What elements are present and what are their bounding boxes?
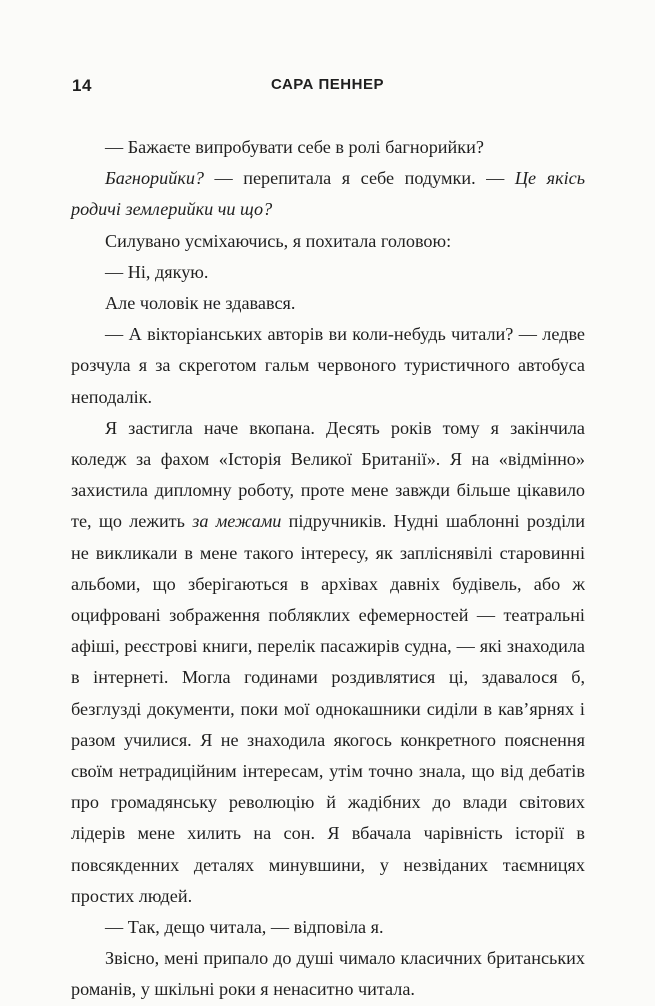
italic-text: Це якісь родичі землерийки чи що? <box>71 168 586 220</box>
paragraph: — А вікторіанських авторів ви коли-небудь читали? — ледве розчула я за скреготом гальм червоного туристичного автобуса неподалік. <box>71 324 585 407</box>
paragraph <box>71 413 585 912</box>
italic-text: за межами <box>192 511 282 532</box>
paragraph <box>71 163 585 225</box>
body-text <box>71 132 585 1006</box>
paragraph: — Так, дещо читала, — відповіла я. <box>105 917 384 938</box>
paragraph: Звісно, мені припало до душі чимало класичних британських романів, у шкільні роки я ненаситно читала. <box>71 948 585 1000</box>
page-header <box>72 76 583 100</box>
text-run: підручників. Нудні шаблонні розділи не викликали в мене такого інтересу, як запліснявілі старовинні альбоми, що зберігаються в архівах давніх будівель, або ж оцифровані зображення побляклих ефемерностей — театральні афіші, реєстрові книги, перелік пасажирів судна, — які знаходила в інтернеті. Могла годинами роздивлятися ці, здавалося б, безглузді документи, поки мої однокашники сиділи в кав’ярнях і разом училися. Я не знаходила якогось конкретного пояснення своїм нетрадиційним інтересам, утім точно знала, що від дебатів про громадянську революцію й жадібних до влади світових лідерів мене хилить на сон. Я вбачала чарівність історії в повсякденних деталях минувшини, у незвіданих таємницях простих людей. <box>71 511 585 906</box>
paragraph: — Ні, дякую. <box>105 261 209 282</box>
paragraph: — Бажаєте випробувати себе в ролі багнорийки? <box>105 137 484 157</box>
paragraph: Силувано усміхаючись, я похитала головою: <box>105 230 452 251</box>
page-number: 14 <box>72 76 92 95</box>
running-head: САРА ПЕННЕР <box>271 76 384 93</box>
text-run: Я застигла наче вкопана. Десять років тому я закінчила коледж за фахом «Історія Великої Британії». Я на «відмінно» захистила дипломну роботу, проте мене завжди більше цікавило те, що лежить <box>71 417 585 532</box>
paragraph: Але чоловік не здавався. <box>105 293 296 314</box>
italic-text: Багнорийки? <box>105 168 205 189</box>
text-run: — перепитала я себе подумки. — <box>204 168 515 189</box>
